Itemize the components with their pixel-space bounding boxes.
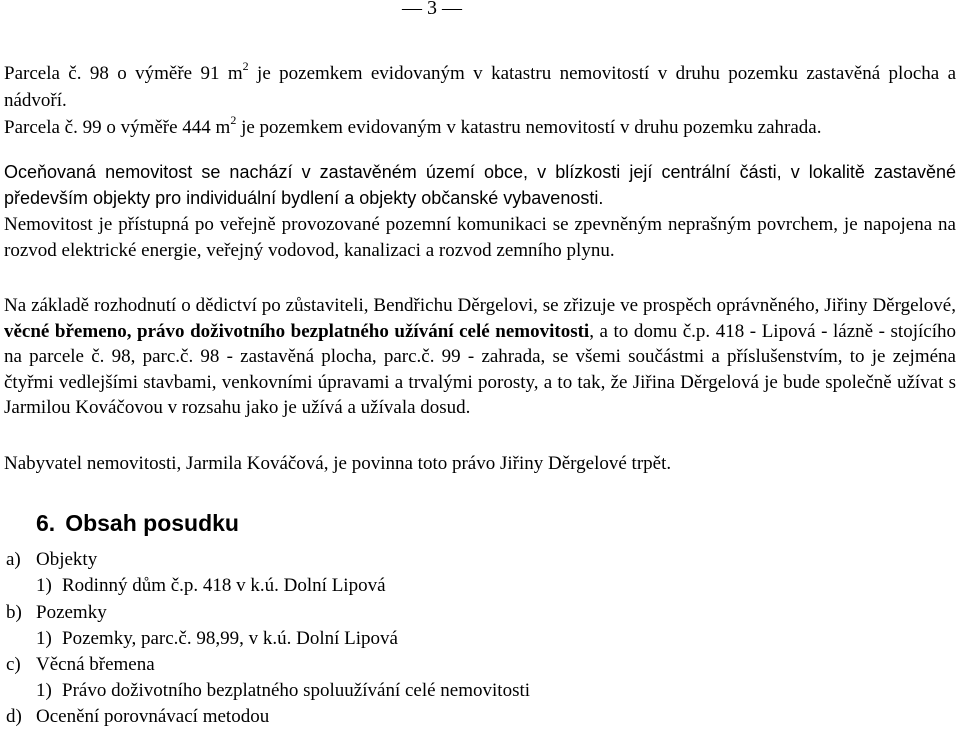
list-item	[6, 653, 155, 677]
section-heading	[36, 508, 239, 538]
superscript: 2	[242, 59, 249, 73]
sub-list-number: 1)	[36, 575, 52, 596]
list-label: Objekty	[36, 549, 98, 570]
easement-bold-text: věcné břemeno, právo doživotního bezplatného užívání celé nemovitosti	[4, 320, 590, 342]
sub-list-label: Rodinný dům č.p. 418 v k.ú. Dolní Lipová	[62, 575, 386, 596]
easement-text: Na základě rozhodnutí o dědictví po zůstaviteli, Bendřichu Děrgelovi, se zřizuje ve prospěch oprávněného, Jiřiny Děrgelové,	[4, 295, 956, 316]
parcel-98-paragraph	[4, 60, 956, 114]
sub-list-number: 1)	[36, 680, 52, 701]
list-label: Věcná břemena	[36, 654, 155, 675]
list-letter: b)	[6, 602, 22, 623]
parcel-98-text: Parcela č. 98 o výměře 91 m	[4, 63, 243, 84]
parcel-99-text: Parcela č. 99 o výměře 444 m	[4, 117, 231, 138]
list-letter: d)	[6, 706, 22, 727]
sub-list-number: 1)	[36, 628, 52, 649]
sub-list-label: Pozemky, parc.č. 98,99, v k.ú. Dolní Lipová	[62, 628, 398, 649]
list-item	[6, 601, 107, 625]
parcel-98-text-rest: je pozemkem evidovaným v katastru nemovitostí v druhu pozemku zastavěná plocha a nádvoří.	[4, 63, 957, 111]
access-paragraph: Nemovitost je přístupná po veřejně provozované pozemní komunikaci se zpevněným neprašným povrchem, je napojena na rozvod elektrické energie, veřejný vodovod, kanalizaci a rozvod zemního plynu.	[4, 214, 956, 261]
easement-text-rest: , a to domu č.p. 418 - Lipová - lázně - stojícího na parcele č. 98, parc.č. 98 - zastavěná plocha, parc.č. 99 - zahrada, se všemi součástmi a příslušenstvím, to je zejména čtyřmi vedlejšími stavbami, venkovními úpravami a trvalými porosty, a to tak, že Jiřina Děrgelová je bude společně užívat s Jarmilou Kováčovou v rozsahu jako je užívá a užívala dosud.	[4, 320, 956, 418]
obligation-paragraph: Nabyvatel nemovitosti, Jarmila Kováčová, je povinna toto právo Jiřiny Děrgelové trpět.	[4, 453, 672, 474]
sub-list-label: Právo doživotního bezplatného spoluužívání celé nemovitosti	[62, 680, 531, 701]
sub-list-item	[36, 574, 386, 598]
sub-list-item	[36, 679, 530, 703]
list-item	[6, 548, 97, 572]
easement-paragraph	[4, 293, 956, 421]
page-number: — 3 —	[402, 0, 462, 19]
location-paragraph: Oceňovaná nemovitost se nachází v zastavěném území obce, v blízkosti její centrální části, v lokalitě zastavěné především objekty pro individuální bydlení a objekty občanské vybavenosti.	[4, 162, 956, 208]
parcel-99-paragraph	[4, 114, 956, 141]
list-label: Pozemky	[36, 602, 107, 623]
parcel-paragraphs	[4, 60, 956, 141]
list-letter: a)	[6, 549, 21, 570]
superscript: 2	[230, 113, 237, 127]
section-number: 6.	[36, 510, 56, 536]
parcel-99-text-rest: je pozemkem evidovaným v katastru nemovitostí v druhu pozemku zahrada.	[236, 117, 822, 138]
sub-list-item	[36, 627, 398, 651]
list-item	[6, 705, 269, 729]
list-letter: c)	[6, 654, 21, 675]
list-label: Ocenění porovnávací metodou	[36, 706, 270, 727]
section-title: Obsah posudku	[65, 510, 239, 536]
